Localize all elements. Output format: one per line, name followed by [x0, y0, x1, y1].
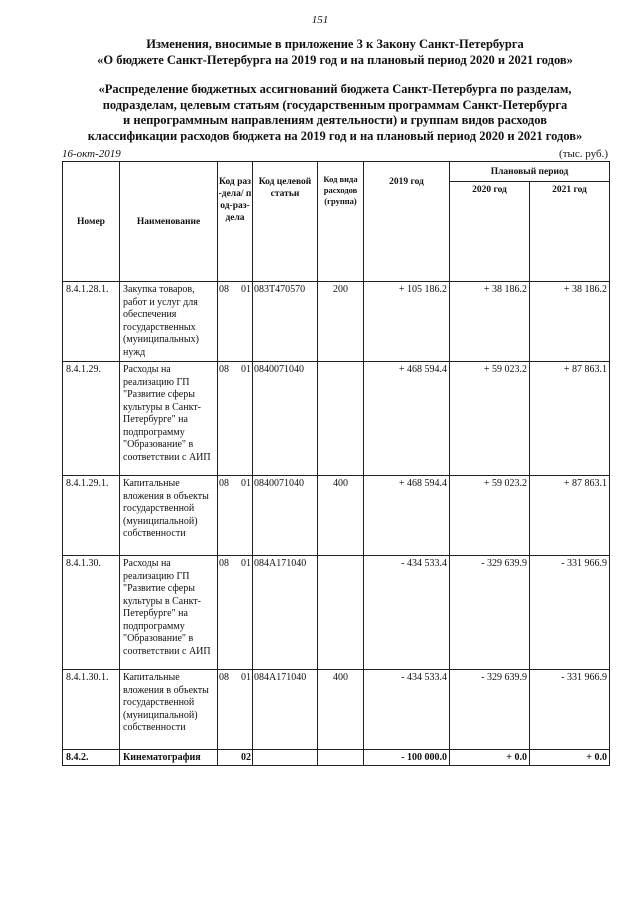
table-row	[63, 556, 610, 670]
units-label: (тыс. руб.)	[559, 148, 608, 160]
row-amount-2020: - 329 639.9	[450, 556, 530, 670]
row-amount-2019: + 468 594.4	[364, 362, 450, 476]
row-name: Расходы на реализацию ГП "Развитие сферы культуры в Санкт-Петербурге" на подпрограмму "Образование" в соответствии с АИП	[120, 556, 218, 670]
row-name: Капитальные вложения в объекты государственной (муниципальной) собственности	[120, 476, 218, 556]
row-number: 8.4.1.29.	[63, 362, 120, 476]
row-target-code: 084А171040	[253, 556, 318, 670]
table-row	[63, 750, 610, 766]
row-section-code	[218, 750, 253, 766]
row-amount-2019: - 100 000.0	[364, 750, 450, 766]
row-name: Расходы на реализацию ГП "Развитие сферы культуры в Санкт-Петербурге" на подпрограмму "Образование" в соответствии с АИП	[120, 362, 218, 476]
subtitle-line: классификации расходов бюджета на 2019 год и на плановый период 2020 и 2021 годов»	[87, 128, 583, 143]
row-amount-2020: + 38 186.2	[450, 282, 530, 362]
document-date: 16-окт-2019	[62, 148, 121, 160]
subsection-code: 01	[241, 284, 251, 295]
subsection-code: 02	[241, 752, 251, 763]
budget-table	[62, 161, 610, 766]
table-row	[63, 476, 610, 556]
header-number: Номер	[63, 162, 120, 282]
subtitle-line: «Распределение бюджетных ассигнований бюджета Санкт-Петербурга по разделам,	[98, 82, 572, 96]
table-row	[63, 282, 610, 362]
table-row	[63, 362, 610, 476]
section-code: 08	[219, 672, 229, 683]
row-amount-2020: + 59 023.2	[450, 476, 530, 556]
subsection-code: 01	[241, 672, 251, 683]
row-section-code	[218, 670, 253, 750]
row-amount-2020: + 59 023.2	[450, 362, 530, 476]
row-amount-2019: - 434 533.4	[364, 556, 450, 670]
document-title	[40, 36, 630, 68]
header-2021: 2021 год	[530, 182, 610, 282]
row-section-code	[218, 362, 253, 476]
row-amount-2020: - 329 639.9	[450, 670, 530, 750]
title-line: «О бюджете Санкт-Петербурга на 2019 год и на плановый период 2020 и 2021 годов»	[97, 53, 573, 67]
row-number: 8.4.1.29.1.	[63, 476, 120, 556]
row-target-code: 0840071040	[253, 476, 318, 556]
row-number: 8.4.1.28.1.	[63, 282, 120, 362]
row-target-code: 083Т470570	[253, 282, 318, 362]
row-amount-2019: + 105 186.2	[364, 282, 450, 362]
header-planned-period: Плановый период	[450, 162, 610, 182]
row-section-code	[218, 476, 253, 556]
subsection-code: 01	[241, 364, 251, 375]
row-amount-2019: - 434 533.4	[364, 670, 450, 750]
row-expense-type: 400	[318, 670, 364, 750]
subtitle-line: и непрограммным направлениям деятельности) и группам видов расходов	[123, 113, 547, 127]
row-expense-type: 400	[318, 476, 364, 556]
subsection-code: 01	[241, 558, 251, 569]
row-amount-2020: + 0.0	[450, 750, 530, 766]
header-name: Наименование	[120, 162, 218, 282]
row-amount-2019: + 468 594.4	[364, 476, 450, 556]
header-expense-type: Код вида расходов (группа)	[318, 162, 364, 282]
header-2020: 2020 год	[450, 182, 530, 282]
row-number: 8.4.1.30.	[63, 556, 120, 670]
row-section-code	[218, 556, 253, 670]
row-amount-2021: + 0.0	[530, 750, 610, 766]
row-number: 8.4.1.30.1.	[63, 670, 120, 750]
row-expense-type	[318, 362, 364, 476]
document-subtitle	[40, 82, 630, 144]
subtitle-line: подразделам, целевым статьям (государственным программам Санкт-Петербурга	[102, 97, 568, 112]
row-amount-2021: - 331 966.9	[530, 670, 610, 750]
row-amount-2021: - 331 966.9	[530, 556, 610, 670]
header-2019: 2019 год	[364, 162, 450, 282]
row-name: Закупка товаров, работ и услуг для обеспечения государственных (муниципальных) нужд	[120, 282, 218, 362]
row-number: 8.4.2.	[63, 750, 120, 766]
row-section-code	[218, 282, 253, 362]
row-target-code: 0840071040	[253, 362, 318, 476]
header-section: Код раз-дела/ под-раз-дела	[218, 162, 253, 282]
section-code: 08	[219, 558, 229, 569]
row-amount-2021: + 38 186.2	[530, 282, 610, 362]
section-code: 08	[219, 364, 229, 375]
row-amount-2021: + 87 863.1	[530, 362, 610, 476]
row-expense-type: 200	[318, 282, 364, 362]
row-expense-type	[318, 556, 364, 670]
row-name: Кинематография	[120, 750, 218, 766]
subsection-code: 01	[241, 478, 251, 489]
header-target: Код целевой статьи	[253, 162, 318, 282]
section-code: 08	[219, 478, 229, 489]
section-code: 08	[219, 284, 229, 295]
row-expense-type	[318, 750, 364, 766]
row-target-code: 084А171040	[253, 670, 318, 750]
table-row	[63, 670, 610, 750]
row-amount-2021: + 87 863.1	[530, 476, 610, 556]
row-target-code	[253, 750, 318, 766]
page-number: 151	[311, 14, 329, 26]
title-line: Изменения, вносимые в приложение 3 к Закону Санкт-Петербурга	[146, 37, 524, 51]
row-name: Капитальные вложения в объекты государственной (муниципальной) собственности	[120, 670, 218, 750]
